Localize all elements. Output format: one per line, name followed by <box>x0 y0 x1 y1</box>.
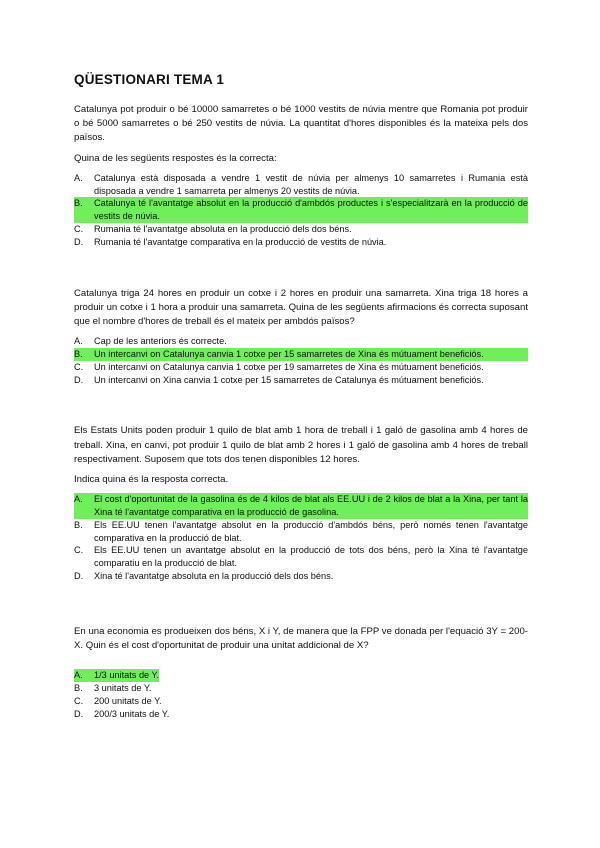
document-page <box>74 72 528 744</box>
option-1c[interactable]: C. Rumania té l'avantatge absoluta en la producció dels dos béns. <box>74 224 352 234</box>
question-4 <box>74 625 528 721</box>
question-1-options <box>74 172 528 249</box>
option-4c[interactable]: C. 200 unitats de Y. <box>74 695 162 706</box>
question-4-options <box>74 669 528 720</box>
option-3b[interactable]: B. Els EE.UU tenen l'avantatge absolut en la producció d'ambdós béns, però només tenen l'avantatge comparativa en la producció de blat. <box>74 519 528 543</box>
option-1d[interactable]: D. Rumania té l'avantatge comparativa en la producció de vestits de núvia. <box>74 236 387 247</box>
option-3a-highlighted[interactable]: A. El cost d'oportunitat de la gasolina és de 4 kilos de blat als EE.UU i de 2 kilos de blat a la Xina, per tant la Xina té l'avantatge comparativa en la producció de gasolina. <box>74 494 528 517</box>
question-1-prompt: Quina de les següents respostes és la correcta: <box>74 152 277 164</box>
question-4-statement: En una economia es produeixen dos béns, X i Y, de manera que la FPP ve donada per l'equació 3Y = 200-X. Quin és el cost d'oportunitat de produir una unitat addicional de X? <box>74 625 528 651</box>
question-3-prompt: Indica quina és la resposta correcta. <box>74 474 229 485</box>
question-2-statement: Catalunya triga 24 hores en produir un cotxe i 2 hores en produir una samarreta. Xina triga 18 hores a produir un cotxe i 1 hora a produir una samarreta. Quina de les següents afirmacions és correcta suposant que el nombre d'hores de treball és el mateix per ambdós països? <box>74 287 528 327</box>
question-3 <box>74 424 528 582</box>
option-4b[interactable]: B. 3 unitats de Y. <box>74 682 152 693</box>
option-4d[interactable]: D. 200/3 unitats de Y. <box>74 708 170 719</box>
option-1a[interactable]: A. Catalunya està disposada a vendre 1 vestit de núvia per almenys 10 samarretes i Rumania està disposada a vendre 1 samarreta per almenys 20 vestits de núvia. <box>74 172 528 196</box>
option-2a[interactable]: A. Cap de les anteriors és correcte. <box>74 336 227 347</box>
question-3-options <box>74 493 528 583</box>
page-title: QÜESTIONARI TEMA 1 <box>74 72 225 87</box>
option-2c[interactable]: C. Un intercanvi on Catalunya canvia 1 cotxe per 19 samarretes de Xina és mútuament beneficiós. <box>74 361 484 372</box>
option-3d[interactable]: D. Xina té l'avantatge absoluta en la producció dels dos béns. <box>74 570 334 581</box>
question-1 <box>74 103 528 249</box>
question-3-statement: Els Estats Units poden produir 1 quilo de blat amb 1 hora de treball i 1 galó de gasolina amb 4 hores de treball. Xina, en canvi, pot produir 1 quilo de blat amb 2 hores i 1 galó de gasolina amb 4 hores de treball respectivament. Suposem que tots dos tenen disponibles 12 hores. <box>74 425 528 465</box>
option-3c[interactable]: C. Els EE.UU tenen un avantatge absolut en la producció de tots dos béns, però la Xina té l'avantatge comparatiu en la producció de blat. <box>74 545 528 569</box>
question-2-options <box>74 335 528 386</box>
option-2d[interactable]: D. Un intercanvi on Xina canvia 1 cotxe per 15 samarretes de Catalunya és mútuament beneficiós. <box>74 374 484 385</box>
option-1b-highlighted[interactable]: B. Catalunya té l'avantatge absolut en la producció d'ambdós productes i s'especialitzarà en la producció de vestits de núvia. <box>74 198 528 222</box>
option-4a-highlighted[interactable]: A. 1/3 unitats de Y. <box>74 670 160 681</box>
question-2 <box>74 287 528 387</box>
option-2b-highlighted[interactable]: B. Un intercanvi on Catalunya canvia 1 cotxe per 15 samarretes de Xina és mútuament beneficiós. <box>74 348 528 361</box>
question-1-statement: Catalunya pot produir o bé 10000 samarretes o bé 1000 vestits de núvia mentre que Romania pot produir o bé 5000 samarretes o bé 250 vestits de núvia. La quantitat d'hores disponibles és la mateixa pels dos països. <box>74 104 528 144</box>
